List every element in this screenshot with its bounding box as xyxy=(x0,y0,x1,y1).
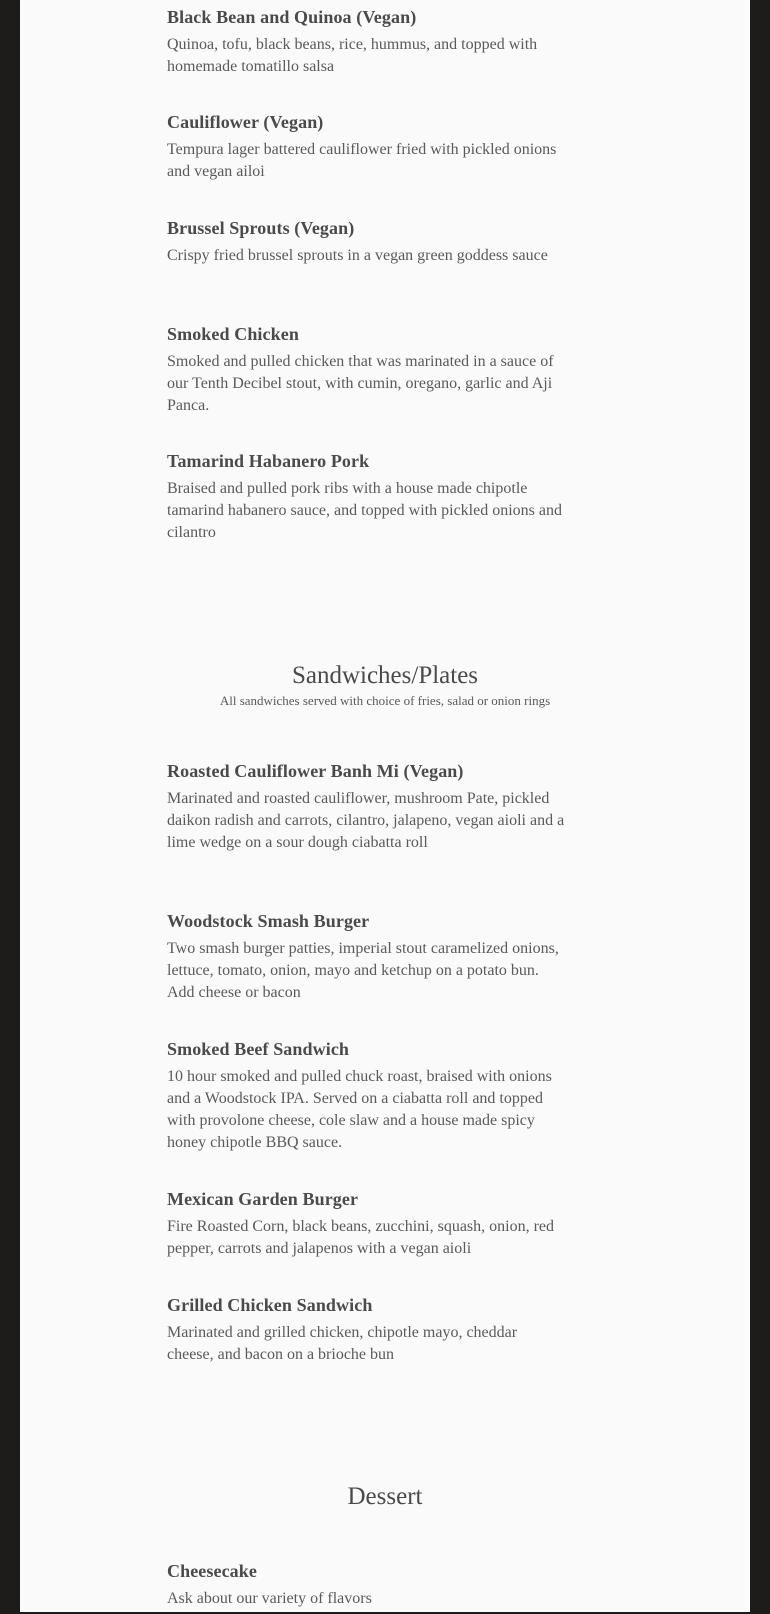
menu-item-name: Smoked Chicken xyxy=(167,324,299,344)
menu-item-description: Tempura lager battered cauliflower fried with pickled onions and vegan ailoi xyxy=(167,141,557,180)
menu-item-name: Roasted Cauliflower Banh Mi (Vegan) xyxy=(167,761,464,781)
menu-item-description: Braised and pulled pork ribs with a house made chipotle tamarind habanero sauce, and topped with pickled onions and cilantro xyxy=(167,480,562,541)
menu-item-smash-burger xyxy=(167,910,567,1004)
menu-item-cauliflower xyxy=(167,111,567,183)
menu-item-description: Fire Roasted Corn, black beans, zucchini, squash, onion, red pepper, carrots and jalapenos with a vegan aioli xyxy=(167,1218,555,1257)
menu-item-black-bean-quinoa xyxy=(167,6,567,78)
menu-item-description: Smoked and pulled chicken that was marinated in a sauce of our Tenth Decibel stout, with cumin, oregano, garlic and Aji Panca. xyxy=(167,353,554,414)
menu-item-name: Cheesecake xyxy=(167,1561,257,1581)
menu-item-name: Mexican Garden Burger xyxy=(167,1189,359,1209)
section-title-sandwiches: Sandwiches/Plates xyxy=(291,662,479,689)
menu-item-grilled-chicken xyxy=(167,1294,567,1366)
menu-item-tamarind-habanero-pork xyxy=(167,450,567,544)
menu-item-name: Grilled Chicken Sandwich xyxy=(167,1295,373,1315)
menu-item-description: Crispy fried brussel sprouts in a vegan green goddess sauce xyxy=(167,247,548,264)
menu-item-name: Black Bean and Quinoa (Vegan) xyxy=(167,7,417,27)
menu-item-description: Quinoa, tofu, black beans, rice, hummus, and topped with homemade tomatillo salsa xyxy=(167,36,538,75)
menu-item-name: Brussel Sprouts (Vegan) xyxy=(167,218,355,238)
menu-item-description: Ask about our variety of flavors xyxy=(167,1590,372,1607)
menu-item-name: Tamarind Habanero Pork xyxy=(167,451,370,471)
menu-item-cheesecake xyxy=(167,1560,567,1610)
menu-item-description: Marinated and grilled chicken, chipotle mayo, cheddar cheese, and bacon on a brioche bun xyxy=(167,1324,518,1363)
menu-page xyxy=(20,0,750,1614)
menu-item-mexican-garden-burger xyxy=(167,1188,567,1260)
menu-item-smoked-chicken xyxy=(167,323,567,417)
menu-item-name: Cauliflower (Vegan) xyxy=(167,112,324,132)
menu-item-description: Marinated and roasted cauliflower, mushroom Pate, pickled daikon radish and carrots, cilantro, jalapeno, vegan aioli and a lime wedge on a sour dough ciabatta roll xyxy=(167,790,565,851)
section-subtitle-sandwiches: All sandwiches served with choice of fries, salad or onion rings xyxy=(219,693,551,708)
menu-item-description: 10 hour smoked and pulled chuck roast, braised with onions and a Woodstock IPA. Served on a ciabatta roll and topped with provolone cheese, cole slaw and a house made spicy honey chipotle BBQ sauce. xyxy=(167,1068,552,1151)
menu-item-name: Smoked Beef Sandwich xyxy=(167,1039,350,1059)
menu-item-name: Woodstock Smash Burger xyxy=(167,911,370,931)
menu-item-smoked-beef xyxy=(167,1038,567,1154)
menu-item-banh-mi xyxy=(167,760,567,854)
menu-item-description: Two smash burger patties, imperial stout caramelized onions, lettuce, tomato, onion, mayo and ketchup on a potato bun. Add cheese or bacon xyxy=(167,940,559,1001)
section-title-dessert: Dessert xyxy=(347,1483,423,1510)
menu-item-brussel-sprouts xyxy=(167,217,567,267)
